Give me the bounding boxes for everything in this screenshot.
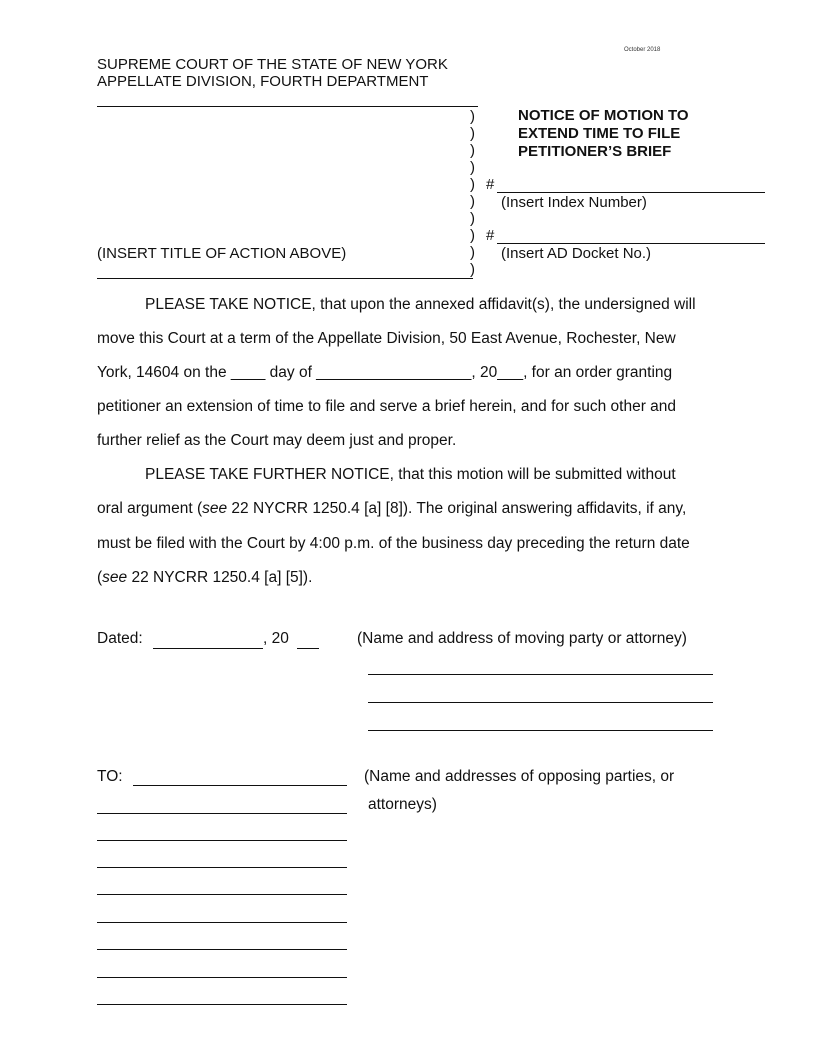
to-line-4[interactable] [97,867,347,868]
dated-date-field[interactable] [153,648,263,649]
title-line-3: PETITIONER’S BRIEF [518,143,672,160]
title-line-1: NOTICE OF MOTION TO [518,107,689,124]
paragraph1-line1: PLEASE TAKE NOTICE, that upon the annexed affidavit(s), the undersigned will [145,296,696,313]
docket-number-field[interactable] [497,243,765,244]
caption-top-line [97,106,478,107]
opposing-parties-hint-line1: (Name and addresses of opposing parties, or [364,768,675,785]
to-line-9[interactable] [97,1004,347,1005]
to-line-7[interactable] [97,949,347,950]
index-hash: # [486,176,495,193]
to-line-8[interactable] [97,977,347,978]
paragraph1-line2: move this Court at a term of the Appellate Division, 50 East Avenue, Rochester, New [97,330,676,347]
index-number-hint: (Insert Index Number) [501,194,647,211]
moving-party-line-1[interactable] [368,674,713,675]
form-revision-date: October 2018 [624,47,661,53]
action-title-placeholder: (INSERT TITLE OF ACTION ABOVE) [97,245,347,262]
court-division: APPELLATE DIVISION, FOURTH DEPARTMENT [97,73,429,90]
paragraph2-line1: PLEASE TAKE FURTHER NOTICE, that this motion will be submitted without [145,466,676,483]
opposing-parties-hint-line2: attorneys) [368,796,437,813]
index-number-field[interactable] [497,192,765,193]
moving-party-hint: (Name and address of moving party or attorney) [357,630,687,647]
caption-bottom-line [97,278,473,279]
title-line-2: EXTEND TIME TO FILE [518,125,681,142]
paragraph2-line3: must be filed with the Court by 4:00 p.m. of the business day preceding the return date [97,535,690,552]
paragraph2-line2: oral argument (see 22 NYCRR 1250.4 [a] [8]). The original answering affidavits, if any, [97,500,687,517]
paragraph1-line3: York, 14604 on the ____ day of __________________, 20___, for an order granting [97,364,673,381]
court-name: SUPREME COURT OF THE STATE OF NEW YORK [97,56,448,73]
to-label: TO: [97,768,123,785]
docket-hint: (Insert AD Docket No.) [501,245,652,262]
dated-label: Dated: [97,630,143,647]
caption-paren-column: ) ) ) ) ) ) ) ) ) ) [470,108,475,278]
to-line-1[interactable] [133,785,347,786]
to-line-6[interactable] [97,922,347,923]
paragraph1-line5: further relief as the Court may deem just and proper. [97,432,457,449]
paragraph1-line4: petitioner an extension of time to file and serve a brief herein, and for such other and [97,398,677,415]
to-line-2[interactable] [97,813,347,814]
to-line-5[interactable] [97,894,347,895]
dated-year-prefix: , 20 [263,630,289,647]
paragraph2-line4: (see 22 NYCRR 1250.4 [a] [5]). [97,569,313,586]
to-line-3[interactable] [97,840,347,841]
dated-year-field[interactable] [297,648,319,649]
docket-hash: # [486,227,495,244]
moving-party-line-2[interactable] [368,702,713,703]
moving-party-line-3[interactable] [368,730,713,731]
